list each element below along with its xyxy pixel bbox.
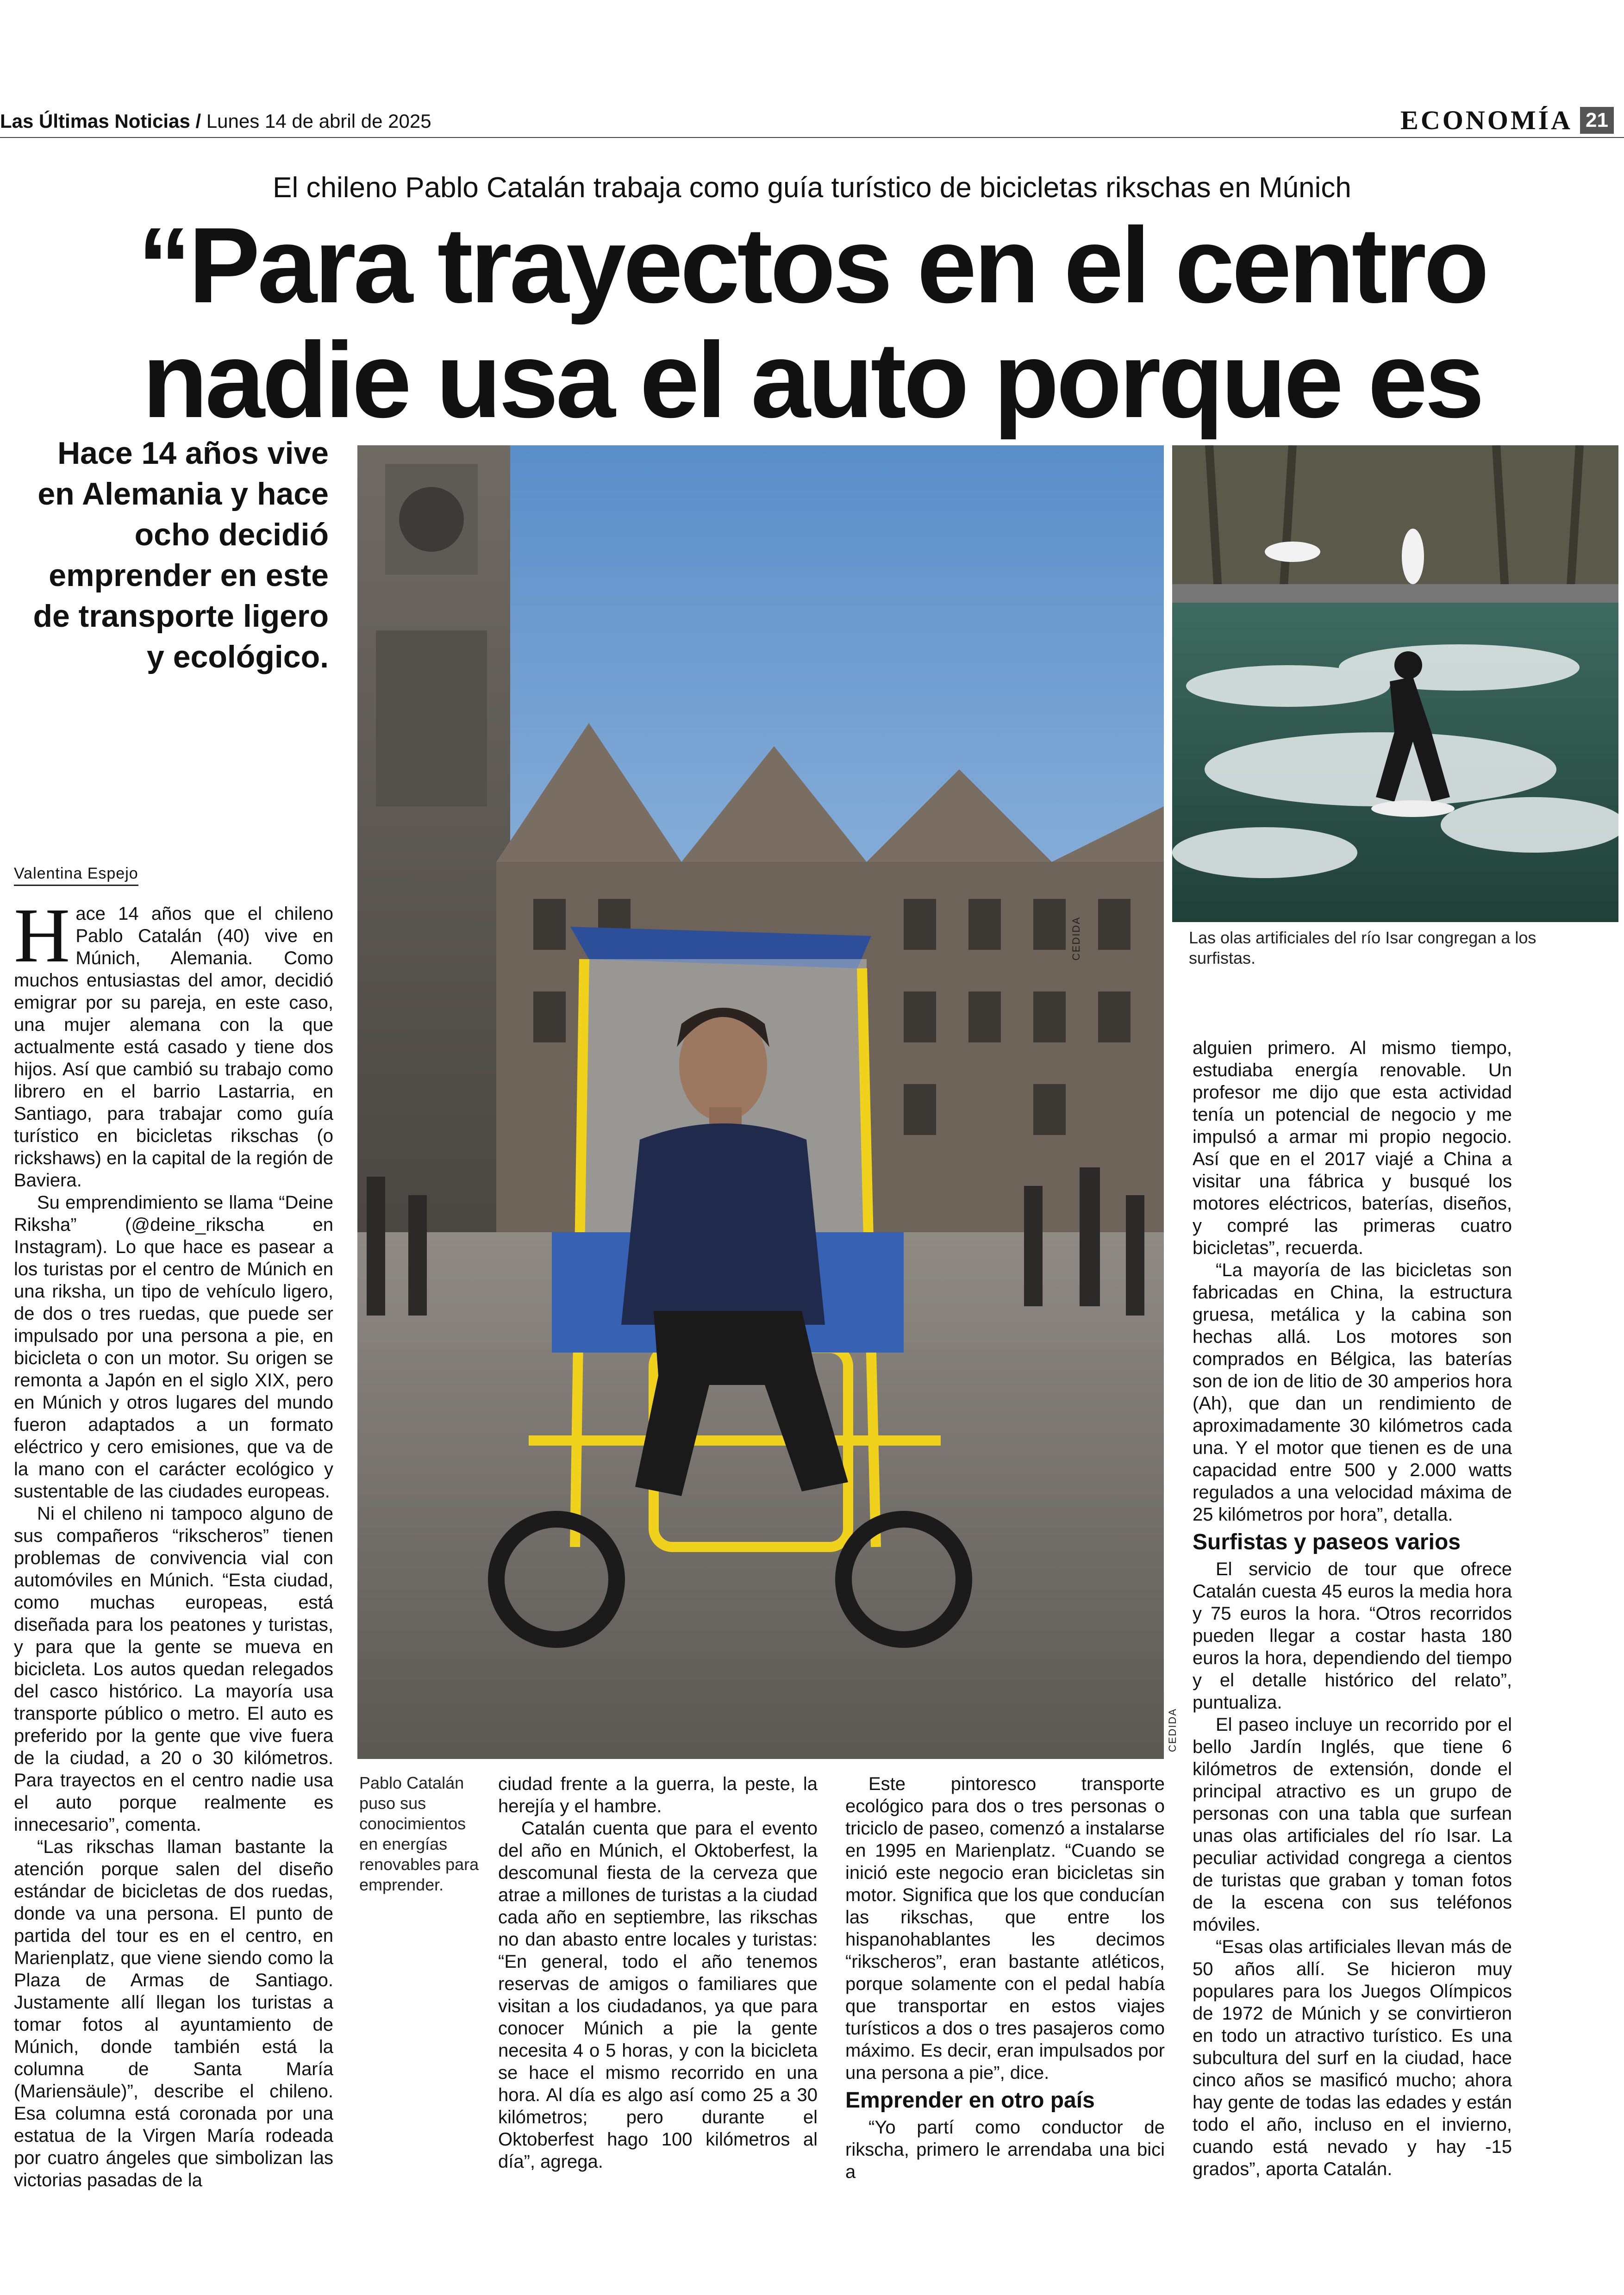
paragraph: “Esas olas artificiales llevan más de 50 años allí. Se hicieron muy populares para los Juegos Olímpicos de 1972 de Múnich y se convirtieron en todo un atractivo turístico. Es una subcultura del surf en la ciudad, hace cinco años se masificó mucho; ahora hay gente de todas las edades y están todo el año, incluso en el invierno, cuando está nevado y hay -15 grados”, aporta Catalán. bbox=[1193, 1937, 1512, 2179]
main-photo-caption: Pablo Catalán puso sus conocimientos en energías renovables para emprender. bbox=[359, 1773, 479, 1894]
paragraph: “Las rikschas llaman bastante la atención porque salen del diseño estándar de bicicletas de dos ruedas, donde va una persona. El punto de partida del tour es en el centro, en Marienplatz, que viene siendo como la Plaza de Armas de Santiago. Justamente allí llegan los turistas a tomar fotos al ayuntamiento de Múnich, donde también está la columna de Santa María (Mariensäule)”, describe el chileno. Esa columna está coronada por una estatua de la Virgen María rodeada por cuatro ángeles que simbolizan las victorias pasadas de la bbox=[14, 1837, 333, 2190]
page-number: 21 bbox=[1580, 107, 1614, 134]
photo-credit-main: CEDIDA bbox=[1070, 917, 1082, 961]
headline: “Para trayectos en el centro nadie usa el auto porque es bbox=[137, 206, 1487, 440]
masthead-left bbox=[0, 110, 431, 132]
section-label: ECONOMÍA bbox=[1400, 105, 1573, 135]
issue-date: Lunes 14 de abril de 2025 bbox=[206, 110, 431, 132]
paragraph: alguien primero. Al mismo tiempo, estudiaba energía renovable. Un profesor me dijo que esta actividad tenía un potencial de negocio y me impulsó a armar mi propio negocio. Así que en el 2017 viajé a China a visitar una fábrica y busqué los motores eléctricos, baterías, diseños, y compré las primeras cuatro bicicletas”, recuerda. bbox=[1193, 1038, 1512, 1258]
subhead: Emprender en otro país bbox=[845, 2088, 1095, 2113]
masthead-rule bbox=[0, 137, 1624, 138]
article-column-4 bbox=[1193, 1037, 1512, 2180]
paragraph bbox=[14, 892, 333, 1191]
surf-photo-caption: Las olas artificiales del río Isar congregan a los surfistas. bbox=[1189, 928, 1537, 967]
drop-cap: H bbox=[14, 892, 70, 979]
article-column-2 bbox=[498, 1773, 818, 2173]
paragraph: El paseo incluye un recorrido por el bello Jardín Inglés, que tiene 6 kilómetros de extensión, donde el principal atractivo es un grupo de personas con una tabla que surfean unas olas artificiales del río Isar. La peculiar actividad congrega a cientos de turistas que graban y toman fotos de la escena con sus teléfonos móviles. bbox=[1193, 1715, 1512, 1935]
paragraph: Ni el chileno ni tampoco alguno de sus compañeros “rikscheros” tienen problemas de convivencia vial con automóviles en Múnich. “Esta ciudad, como muchas europeas, está diseñada para los peatones y turistas, y para que la gente se mueva en bicicleta. Los autos quedan relegados del casco histórico. La mayoría usa transporte público o metro. El auto es preferido por la gente que vive fuera de la ciudad, a 20 o 30 kilómetros. Para trayectos en el centro nadie usa el auto porque realmente es innecesario”, comenta. bbox=[14, 1503, 333, 1835]
paragraph: “La mayoría de las bicicletas son fabricadas en China, la estructura gruesa, metálica y la cabina son hechas allá. Los motores son comprados en Bélgica, las baterías son de ion de litio de 30 amperios hora (Ah), que dan un rendimiento de aproximadamente 30 kilómetros cada una. Y el motor que tienen es de una capacidad entre 500 y 2.000 watts regulados a una velocidad máxima de 25 kilómetros por hora”, detalla. bbox=[1193, 1260, 1512, 1525]
main-photo bbox=[357, 445, 1164, 1759]
rikscha-photo-illustration bbox=[357, 445, 1164, 1759]
paragraph: “Yo partí como conductor de rikscha, primero le arrendaba una bici a bbox=[845, 2117, 1165, 2182]
paragraph: ciudad frente a la guerra, la peste, la herejía y el hambre. bbox=[498, 1774, 818, 1816]
article-column-1 bbox=[14, 892, 333, 2191]
paragraph: Su emprendimiento se llama “Deine Riksha” (@deine_rikscha en Instagram). Lo que hace es pasear a los turistas por el centro de Múnich en una riksha, un tipo de vehículo ligero, de dos o tres ruedas, que puede ser impulsado por una persona a pie, en bicicleta o con un motor. Su origen se remonta a Japón en el siglo XIX, pero en Múnich y otros lugares del mundo fueron adaptados a un formato eléctrico y cero emisiones, que va de la mano con el carácter ecológico y sustentable de las ciudades europeas. bbox=[14, 1192, 333, 1502]
paragraph: El servicio de tour que ofrece Catalán cuesta 45 euros la media hora y 75 euros la hora. “Otros recorridos pueden llegar a costar hasta 180 euros la hora, dependiendo del tiempo y el detalle histórico del relato”, puntualiza. bbox=[1193, 1559, 1512, 1713]
paragraph: Este pintoresco transporte ecológico para dos o tres personas o triciclo de paseo, comenzó a instalarse en 1995 en Marienplatz. “Cuando se inició este negocio eran bicicletas sin motor. Significa que los que conducían las rikschas, que entre los hispanohablantes les decimos “rikscheros”, eran bastante atléticos, porque solamente con el pedal había que transportar en estos viajes turísticos a dos o tres pasajeros como máximo. Es decir, eran impulsados por una persona a pie”, dice. bbox=[845, 1774, 1165, 2083]
paragraph-text: ace 14 años que el chileno Pablo Catalán (40) vive en Múnich, Alemania. Como muchos entusiastas del amor, decidió emigrar por su pareja, en este caso, una mujer alemana con la que actualmente está casado y tiene dos hijos. Así que cambió su trabajo como librero en el barrio Lastarria, en Santiago, para trabajar como guía turístico en bicicletas rikschas (o rickshaws) en la capital de la región de Baviera. bbox=[14, 904, 333, 1191]
masthead-right bbox=[1400, 105, 1614, 136]
kicker: El chileno Pablo Catalán trabaja como guía turístico de bicicletas rikschas en Múnich bbox=[273, 172, 1351, 204]
masthead-separator: / bbox=[190, 110, 206, 132]
deck: Hace 14 años vive en Alemania y hace ocho decidió emprender en este de transporte ligero y ecológico. bbox=[33, 436, 329, 674]
paragraph: Catalán cuenta que para el evento del año en Múnich, el Oktoberfest, la descomunal fiesta de la cerveza que atrae a millones de turistas a la ciudad cada año en septiembre, las rikschas no dan abasto entre locales y turistas: “En general, todo el año tenemos reservas de amigos o familiares que visitan a los ciudadanos, ya que para conocer Múnich a pie la gente necesita 4 o 5 horas, y con la bicicleta se hace el mismo recorrido en una hora. Al día es algo así como 25 a 30 kilómetros; pero durante el Oktoberfest hago 100 kilómetros al día”, agrega. bbox=[498, 1818, 818, 2172]
photo-credit-main-bottom: CEDIDA bbox=[1167, 1708, 1178, 1752]
byline: Valentina Espejo bbox=[14, 865, 138, 886]
paper-name: Las Últimas Noticias bbox=[0, 110, 190, 132]
surf-photo-illustration bbox=[1172, 445, 1618, 922]
subhead: Surfistas y paseos varios bbox=[1193, 1530, 1461, 1554]
article-column-3 bbox=[845, 1773, 1165, 2183]
surf-photo bbox=[1172, 445, 1618, 922]
